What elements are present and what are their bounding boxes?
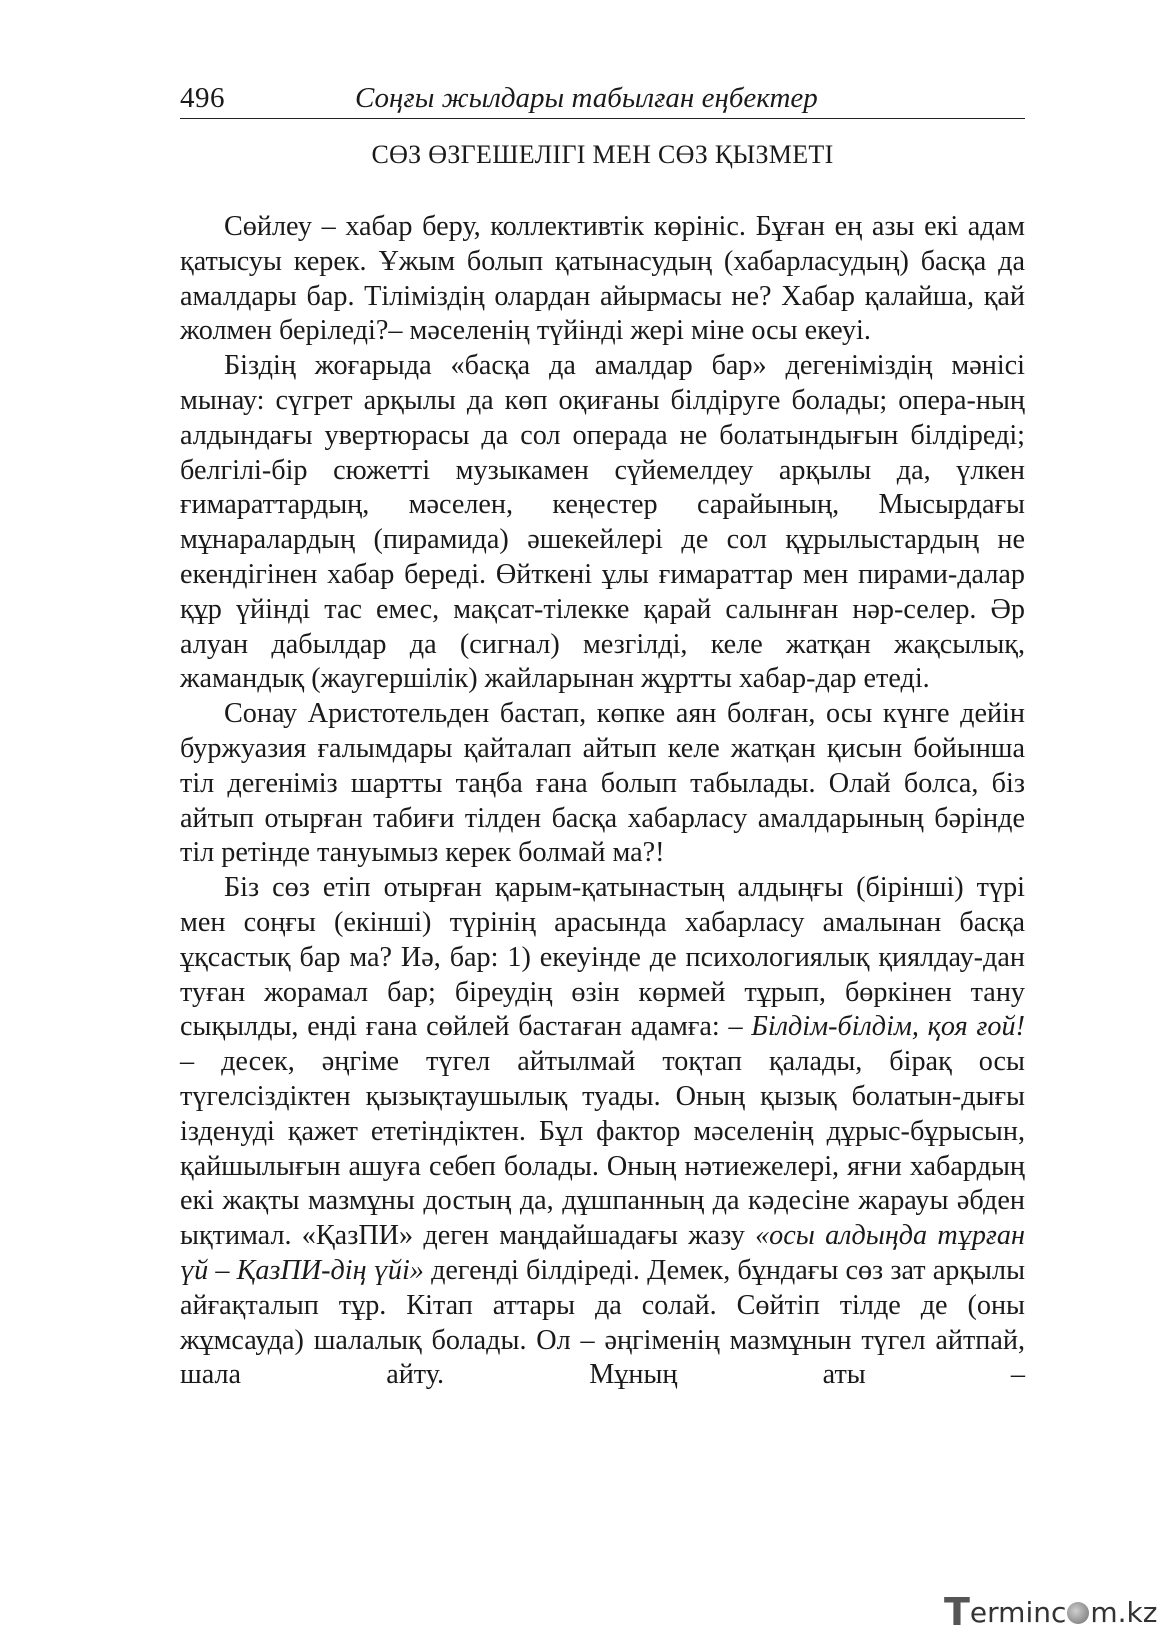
termincom-watermark <box>944 1590 1158 1634</box>
watermark-text-a: erminc <box>969 1596 1067 1629</box>
paragraph-1: Сөйлеу – хабар беру, коллективтік көрініс. Бұған ең азы екі адам қатысуы керек. Ұжым болып қатынасудың (хабарласудың) басқа да амалдары бар. Тіліміздің олардан айырмасы не? Хабар қалайша, қай жолмен беріледі?– мәселенің түйінді жері міне осы екеуі. <box>180 211 1025 347</box>
paragraph-4-part-c: дегенді білдіреді. Демек, бұндағы сөз зат арқылы айғақталып тұр. Кітап аттары да солай. Сөйтіп тілде де (оны жұмсауда) шалалық болады. Ол – әңгіменің мазмұнын түгел айтпай, шала айту. Мұның аты – <box>180 1254 1026 1391</box>
globe-icon <box>1067 1602 1089 1624</box>
section-title: СӨЗ ӨЗГЕШЕЛІГІ МЕН СӨЗ ҚЫЗМЕТІ <box>371 140 834 169</box>
paragraph-4-part-b: – десек, әңгіме түгел айтылмай тоқтап қалады, бірақ осы түгелсіздіктен қызықтаушылық туады. Оның қызық болатын-дығы ізденуді қажет ететіндіктен. Бұл фактор мәселенің дұрыс-бұрысын, қайшылығын ашуға себеп болады. Оның нәтиежелері, яғни хабардың екі жақты мазмұны достың да, дұшпанның да кәдесіне жарауы әбден ықтимал. «ҚазПИ» деген маңдайшадағы жазу <box>180 1046 1025 1252</box>
page-number: 496 <box>180 82 225 114</box>
quoted-phrase: Білдім-білдім, қоя ғой! <box>751 1011 1025 1043</box>
italic-quote: «осы алдыңда тұрған үй – ҚазПИ-дің үйі» <box>180 1220 1025 1286</box>
running-title: Соңғы жылдары табылған еңбектер <box>355 82 818 114</box>
page-header <box>180 78 1025 119</box>
paragraph-4-part-a: Біз сөз етіп отырған қарым-қатынастың алдыңғы (бірінші) түрі мен соңғы (екінші) түрінің арасында хабарласу амалынан басқа ұқсастық бар ма? Иә, бар: 1) екеуінде де психологиялық қиялдау-дан туған жорамал бар; біреудің өзін көрмей тұрып, бөркінен тану сықылды, енді ғана сөйлей бастаған адамға: – <box>180 872 1025 1043</box>
body-text <box>180 210 1025 1393</box>
paragraph-3: Сонау Аристотельден бастап, көпке аян болған, осы күнге дейін буржуазия ғалымдары қайталап айтып келе жатқан қисын бойынша тіл дегеніміз шартты таңба ғана болып табылады. Олай болса, біз айтып отырған табиғи тілден басқа хабарласу амалдарының бәрінде тіл ретінде тануымыз керек болмай ма?! <box>180 698 1025 869</box>
paragraph-2: Біздің жоғарыда «басқа да амалдар бар» дегеніміздің мәнісі мынау: сүгрет арқылы да көп оқиғаны білдіруге болады; опера-ның алдындағы увертюрасы да сол операда не болатындығын білдіреді; белгілі-бір сюжетті музыкамен сүйемелдеу арқылы да, үлкен ғимараттардың, мәселен, кеңестер сарайының, Мысырдағы мұнаралардың (пирамида) әшекейлері де сол құрылыстардың не екендігінен хабар береді. Өйткені ұлы ғимараттар мен пирами-далар құр үйінді тас емес, мақсат-тілекке қарай салынған нәр-селер. Әр алуан дабылдар да (сигнал) мезгілді, келе жатқан жақсылық, жамандық (жаугершілік) жайларынан жұртты хабар-дар етеді. <box>180 350 1025 695</box>
paragraph-4 <box>180 871 1025 1393</box>
watermark-text-b: m.kz <box>1090 1596 1158 1629</box>
watermark-t-letter: T <box>944 1590 970 1634</box>
